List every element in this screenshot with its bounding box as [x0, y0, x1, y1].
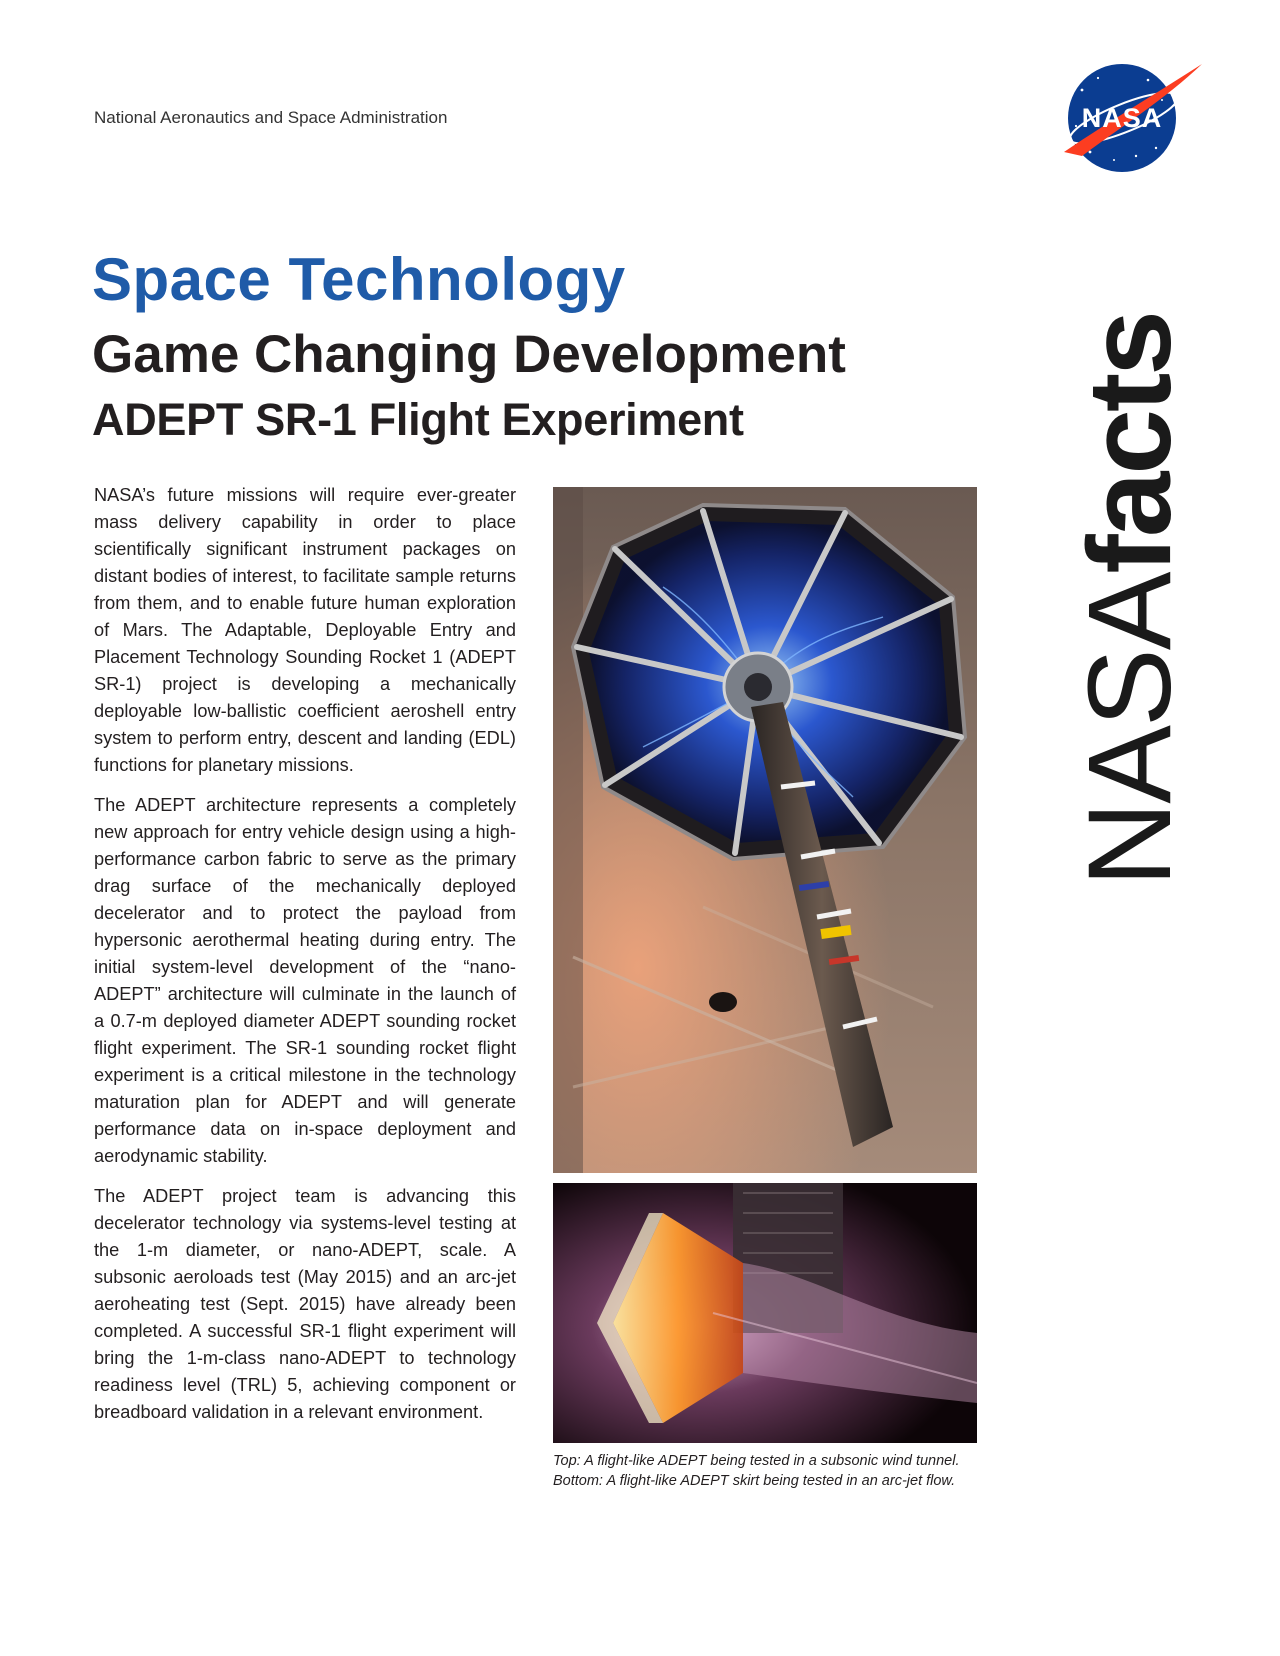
- program-title: Game Changing Development: [92, 325, 846, 384]
- paragraph-architecture: The ADEPT architecture represents a completely new approach for entry vehicle design using a high-performance carbon fabric to serve as the primary drag surface of the mechanically deployed decelerator and to protect the payload from hypersonic aerothermal heating during entry. The initial system-level development of the “nano-ADEPT” architecture will culminate in the launch of a 0.7-m deployed diameter ADEPT sounding rocket flight experiment. The SR-1 sounding rocket flight experiment is a critical milestone in the technology maturation plan for ADEPT and will generate performance data on in-space deployment and aerodynamic stability.: [94, 795, 516, 1166]
- figure-caption: Top: A flight-like ADEPT being tested in a subsonic wind tunnel. Bottom: A flight-like ADEPT skirt being tested in an arc-jet flow.: [553, 1453, 960, 1489]
- project-title: ADEPT SR-1 Flight Experiment: [92, 394, 744, 445]
- wordmark-nasa: NASA: [1064, 573, 1196, 887]
- wind-tunnel-photo: [553, 487, 977, 1173]
- nasa-meatball-logo: [1052, 56, 1206, 180]
- paragraph-intro: NASA’s future missions will require ever-greater mass delivery capability in order to place scientifically significant instrument packages on distant bodies of interest, to facilitate sample returns from them, and to enable future human exploration of Mars. The Adaptable, Deployable Entry and Placement Technology Sounding Rocket 1 (ADEPT SR-1) project is developing a mechanically deployable low-ballistic coefficient aeroshell entry system to perform entry, descent and landing (EDL) functions for planetary missions.: [94, 485, 516, 775]
- paragraph-testing: The ADEPT project team is advancing this decelerator technology via systems-level testing at the 1-m diameter, or nano-ADEPT, scale. A subsonic aeroloads test (May 2015) and an arc-jet aeroheating test (Sept. 2015) have already been completed. A successful SR-1 flight experiment will bring the 1-m-class nano-ADEPT to technology readiness level (TRL) 5, achieving component or breadboard validation in a relevant environment.: [94, 1186, 516, 1422]
- body-text: [94, 482, 516, 1439]
- agency-name: National Aeronautics and Space Administration: [94, 108, 448, 127]
- logo-text: NASA: [1081, 103, 1163, 133]
- page-title: Space Technology: [92, 246, 626, 313]
- wordmark-facts: facts: [1064, 313, 1196, 574]
- arc-jet-photo: [553, 1183, 977, 1443]
